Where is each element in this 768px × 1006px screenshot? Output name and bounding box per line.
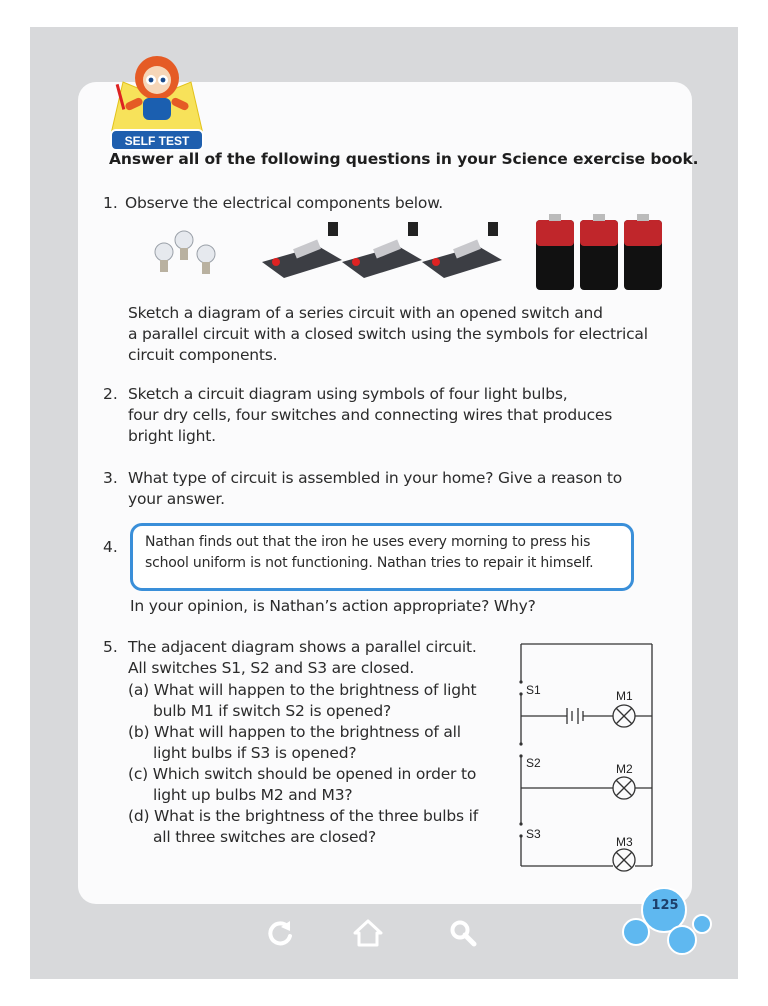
- q2-line3: bright light.: [128, 427, 216, 445]
- dry-cells-image: [534, 212, 664, 292]
- q5-d-line2: all three switches are closed?: [153, 828, 376, 846]
- parallel-circuit-diagram: [512, 636, 662, 878]
- q4-scenario-line2: school uniform is not functioning. Nathan tries to repair it himself.: [145, 555, 594, 571]
- switch-s1-label: S1: [526, 683, 541, 697]
- q5-line1: The adjacent diagram shows a parallel circuit.: [128, 638, 477, 656]
- q1-sketch-line2: a parallel circuit with a closed switch using the symbols for electrical: [128, 325, 648, 343]
- q1-text: Observe the electrical components below.: [125, 194, 443, 212]
- self-test-label: SELF TEST: [124, 134, 190, 148]
- home-icon[interactable]: [353, 918, 383, 948]
- q4-scenario-line1: Nathan finds out that the iron he uses every morning to press his: [145, 534, 591, 550]
- q1-sketch-line3: circuit components.: [128, 346, 278, 364]
- q5-b-line1: (b) What will happen to the brightness of all: [128, 723, 461, 741]
- q3-line1: What type of circuit is assembled in your home? Give a reason to: [128, 469, 623, 487]
- q3-number: 3.: [103, 469, 118, 487]
- instruction-heading: Answer all of the following questions in your Science exercise book.: [109, 150, 699, 168]
- q2-number: 2.: [103, 385, 118, 403]
- q1-number: 1.: [103, 194, 118, 212]
- q4-number: 4.: [103, 538, 118, 556]
- search-icon[interactable]: [448, 918, 478, 948]
- q5-c-line2: light up bulbs M2 and M3?: [153, 786, 353, 804]
- light-bulbs-image: [150, 226, 222, 288]
- q5-a-line2: bulb M1 if switch S2 is opened?: [153, 702, 392, 720]
- q2-line2: four dry cells, four switches and connecting wires that produces: [128, 406, 613, 424]
- self-test-mascot: [103, 44, 211, 154]
- q2-line1: Sketch a circuit diagram using symbols of four light bulbs,: [128, 385, 568, 403]
- q5-d-line1: (d) What is the brightness of the three bulbs if: [128, 807, 479, 825]
- bulb-m1-label: M1: [616, 689, 633, 703]
- q5-c-line1: (c) Which switch should be opened in order to: [128, 765, 477, 783]
- refresh-icon[interactable]: [266, 918, 296, 948]
- bulb-m3-label: M3: [616, 835, 633, 849]
- q1-sketch-line1: Sketch a diagram of a series circuit with an opened switch and: [128, 304, 603, 322]
- switch-s2-label: S2: [526, 756, 541, 770]
- q4-scenario-box: [130, 523, 634, 591]
- page-number: 125: [651, 898, 679, 913]
- q5-b-line2: light bulbs if S3 is opened?: [153, 744, 357, 762]
- q5-line2: All switches S1, S2 and S3 are closed.: [128, 659, 415, 677]
- bulb-m2-label: M2: [616, 762, 633, 776]
- switches-image: [258, 216, 518, 282]
- switch-s3-label: S3: [526, 827, 541, 841]
- q5-a-line1: (a) What will happen to the brightness of light: [128, 681, 477, 699]
- page-badge: [612, 884, 722, 964]
- q4-question: In your opinion, is Nathan’s action appropriate? Why?: [130, 597, 536, 615]
- q3-line2: your answer.: [128, 490, 225, 508]
- q5-number: 5.: [103, 638, 118, 656]
